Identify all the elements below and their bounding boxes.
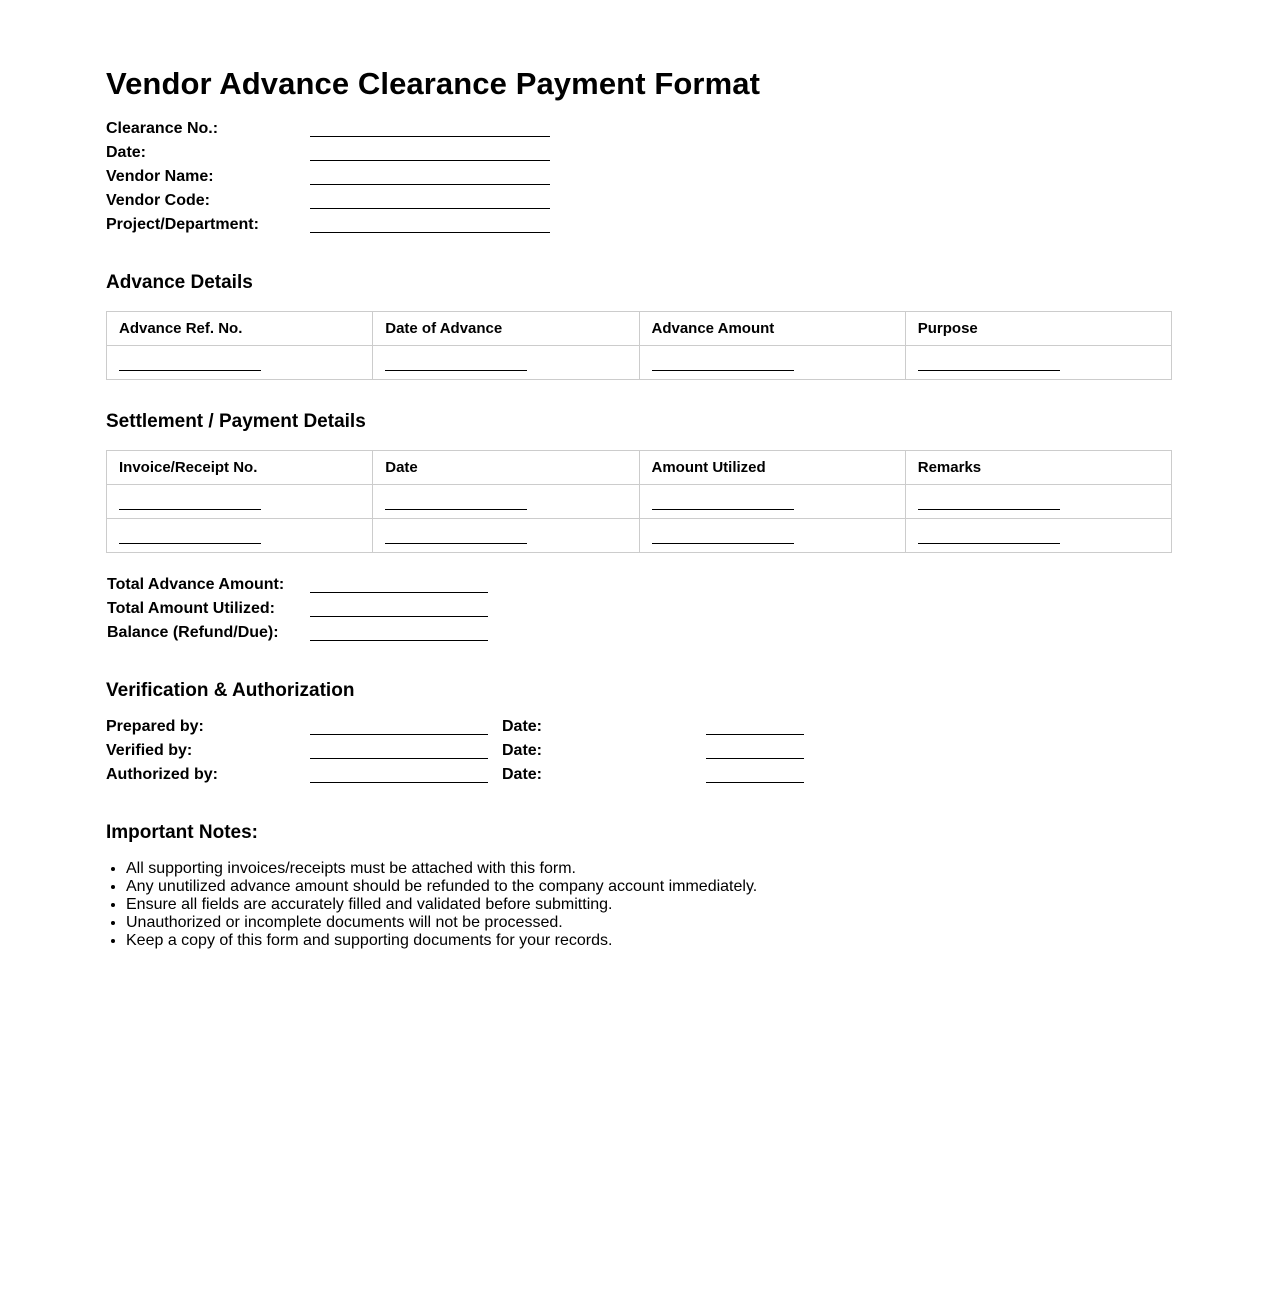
vendor-name-input-line[interactable] [310,184,550,185]
notes-list [106,860,757,950]
list-item: • All supporting invoices/receipts must be attached with this form. [126,860,757,878]
blank-line [652,370,794,371]
table-cell[interactable] [107,485,373,519]
field-label: Project/Department: [106,216,259,233]
total-amount-utilized-input-line[interactable] [310,616,488,617]
list-item: • Any unutilized advance amount should be refunded to the company account immediately. [126,878,757,896]
vendor-code-input-line[interactable] [310,208,550,209]
date-label: Date: [502,766,543,783]
table-cell[interactable] [639,346,905,380]
table-row [107,346,1172,380]
table-cell[interactable] [905,519,1171,553]
table-header-row [107,451,1172,485]
blank-line [918,543,1060,544]
list-item: • Unauthorized or incomplete documents will not be processed. [126,914,757,932]
page-title: Vendor Advance Clearance Payment Format [106,66,760,101]
table-cell[interactable] [373,346,639,380]
date-input-line[interactable] [310,160,550,161]
column-header: Advance Ref. No. [107,312,373,346]
advance-details-table [106,311,1172,380]
field-label: Authorized by: [106,766,218,783]
field-label: Prepared by: [106,718,204,735]
date-label: Date: [502,718,543,735]
field-label: Total Advance Amount: [107,576,285,593]
list-item: • Ensure all fields are accurately filled and validated before submitting. [126,896,757,914]
total-amount-utilized-field [106,597,1006,621]
column-header: Purpose [905,312,1171,346]
blank-line [119,370,261,371]
table-cell[interactable] [639,485,905,519]
table-cell[interactable] [107,519,373,553]
field-label: Total Amount Utilized: [107,600,275,617]
clearance-no-input-line[interactable] [310,136,550,137]
blank-line [918,370,1060,371]
field-label: Vendor Code: [106,192,211,209]
vendor-name-field [106,165,1006,189]
prepared-by-row [106,715,1006,739]
column-header: Amount Utilized [639,451,905,485]
table-cell[interactable] [107,346,373,380]
field-label: Date: [106,144,147,161]
authorized-by-row [106,763,1006,787]
table-cell[interactable] [373,485,639,519]
field-label: Verified by: [106,742,193,759]
verified-by-input-line[interactable] [310,758,488,759]
verification-heading: Verification & Authorization [106,680,355,701]
project-department-field [106,213,1006,237]
settlement-details-heading: Settlement / Payment Details [106,411,366,432]
table-cell[interactable] [373,519,639,553]
field-label: Vendor Name: [106,168,214,185]
date-field [106,141,1006,165]
column-header: Date of Advance [373,312,639,346]
total-advance-amount-input-line[interactable] [310,592,488,593]
field-label: Balance (Refund/Due): [107,624,279,641]
authorized-by-input-line[interactable] [310,782,488,783]
verified-by-row [106,739,1006,763]
table-cell[interactable] [905,346,1171,380]
balance-field [106,621,1006,645]
blank-line [385,543,527,544]
blank-line [385,370,527,371]
blank-line [652,509,794,510]
table-cell[interactable] [639,519,905,553]
balance-input-line[interactable] [310,640,488,641]
advance-details-heading: Advance Details [106,272,253,293]
column-header: Remarks [905,451,1171,485]
settlement-details-table [106,450,1172,553]
important-notes-heading: Important Notes: [106,822,258,843]
clearance-no-field [106,117,1006,141]
column-header: Advance Amount [639,312,905,346]
field-label: Clearance No.: [106,120,219,137]
column-header: Invoice/Receipt No. [107,451,373,485]
project-department-input-line[interactable] [310,232,550,233]
prepared-date-input-line[interactable] [706,734,804,735]
total-advance-amount-field [106,573,1006,597]
table-row [107,485,1172,519]
list-item: • Keep a copy of this form and supporting documents for your records. [126,932,757,950]
blank-line [119,509,261,510]
vendor-code-field [106,189,1006,213]
blank-line [385,509,527,510]
table-row [107,519,1172,553]
column-header: Date [373,451,639,485]
blank-line [918,509,1060,510]
verified-date-input-line[interactable] [706,758,804,759]
blank-line [652,543,794,544]
date-label: Date: [502,742,543,759]
blank-line [119,543,261,544]
authorized-date-input-line[interactable] [706,782,804,783]
table-header-row [107,312,1172,346]
prepared-by-input-line[interactable] [310,734,488,735]
table-cell[interactable] [905,485,1171,519]
